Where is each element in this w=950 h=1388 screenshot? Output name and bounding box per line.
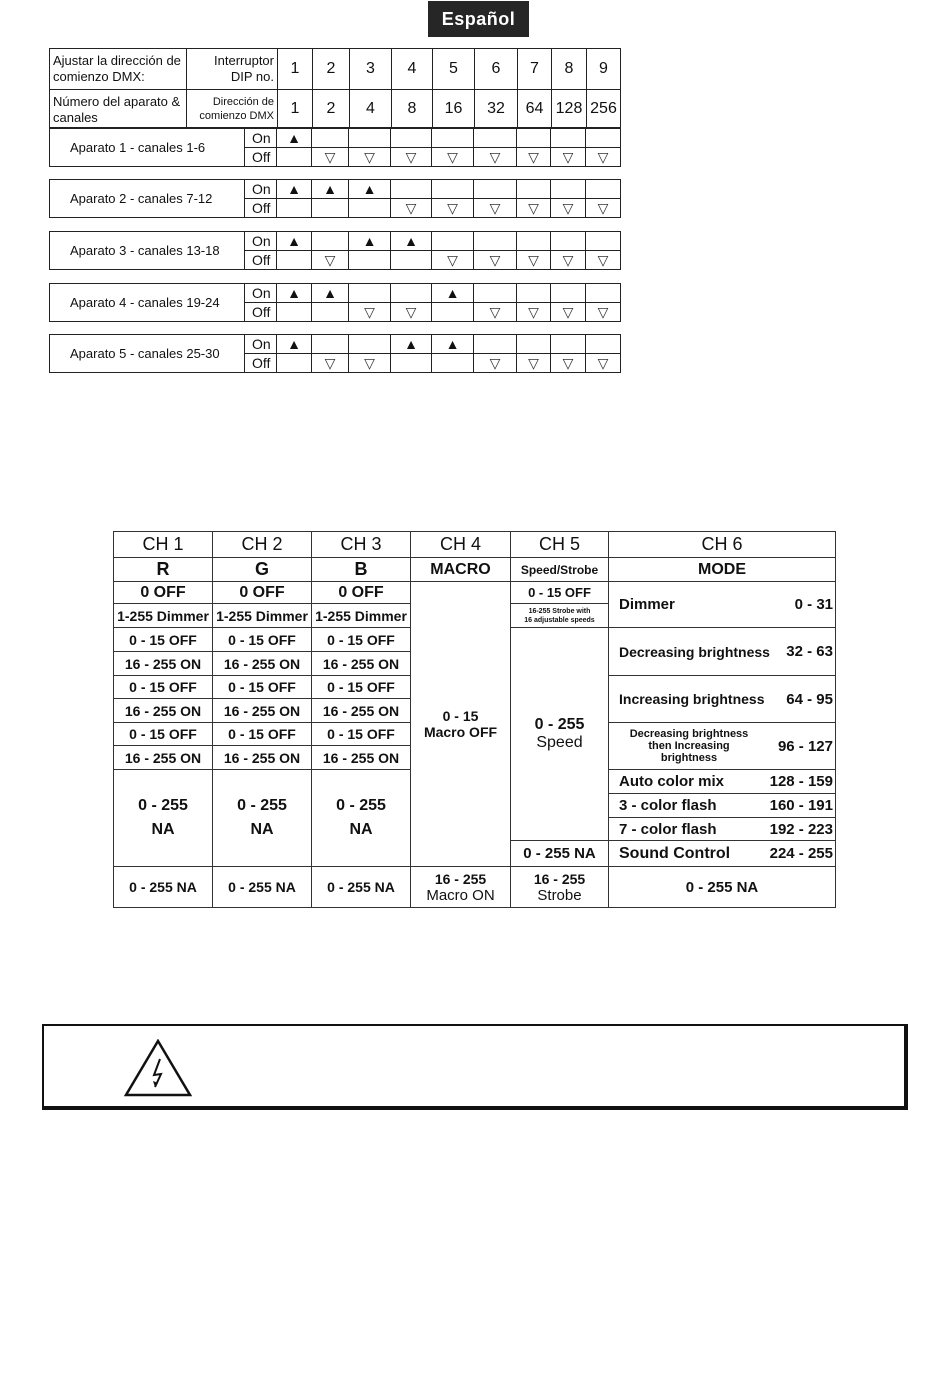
fixture-name: Aparato 5 - canales 25-30 [50,335,245,372]
switch-off-indicator: ▽ [432,148,474,166]
mode-row [609,643,835,660]
dmx-address-value: 32 [475,89,518,127]
dip-switch-header [49,48,621,128]
switch-empty-cell [277,303,312,321]
value-cell: 16 - 255 ON [213,746,312,770]
mode-row [609,596,835,613]
switch-empty-cell [474,180,517,198]
value-cell: 1-255 Dimmer [114,604,213,628]
switch-off-indicator: ▽ [312,251,349,269]
na-cell [114,770,213,867]
language-badge: Español [428,1,529,37]
channel-header: CH 4 [411,532,511,558]
value-cell: 16 - 255 ON [114,699,213,723]
channel-subheader: MACRO [411,558,511,582]
channel-header: CH 6 [609,532,836,558]
fixture-group [49,231,621,270]
switch-empty-cell [551,284,586,302]
mode-label: 7 - color flash [619,820,717,838]
switch-off-indicator: ▽ [312,354,349,372]
switch-off-indicator: ▽ [597,251,609,268]
switch-off-indicator: ▽ [517,303,551,321]
switch-state-label: On [245,284,277,302]
dip-number: 2 [313,48,350,89]
switch-off-indicator: ▽ [391,199,432,217]
switch-on-indicator: ▲ [277,284,312,302]
value-cell: 0 - 15 OFF [114,723,213,746]
switch-off-indicator: ▽ [597,199,609,216]
switch-on-row [245,232,620,250]
strobe-label: Strobe [537,886,582,904]
mode-cell [609,794,836,818]
switch-empty-cell [312,232,349,250]
switch-empty-cell [277,354,312,372]
value-cell: 0 - 15 OFF [312,723,411,746]
channel-header: CH 2 [213,532,312,558]
switch-empty-cell [391,354,432,372]
switch-empty-cell [349,284,391,302]
address-row-sublabel: Dirección de comienzo DMX [187,89,278,127]
switch-on-indicator: ▲ [391,335,432,353]
value-cell: 16 - 255 ON [114,652,213,676]
mode-label: Dimmer [619,596,675,613]
speed-cell [511,628,609,841]
fixture-group [49,334,621,373]
switch-on-row [245,335,620,353]
dmx-address-value: 4 [350,89,392,127]
na-cell [213,770,312,867]
mode-range: 96 - 127 [777,737,833,755]
value-cell: 16 - 255 ON [312,699,411,723]
na-small-cell: 0 - 255 NA [114,867,213,908]
switch-off-indicator: ▽ [517,251,551,269]
channel-table [113,531,836,908]
value-cell: 16 - 255 ON [213,652,312,676]
value-cell: 0 - 15 OFF [312,676,411,699]
switch-empty-cell [312,129,349,147]
switch-off-indicator: ▽ [474,303,517,321]
na-range: 0 - 255 [336,797,386,814]
channel-header: CH 5 [511,532,609,558]
switch-off-indicator: ▽ [474,251,517,269]
mode-row [609,845,835,863]
switch-empty-cell [586,335,620,353]
switch-empty-cell [432,129,474,147]
dip-number: 7 [518,48,552,89]
switch-on-row [245,180,620,198]
switch-off-indicator: ▽ [551,354,586,372]
switch-off-indicator: ▽ [432,199,474,217]
switch-state-label: Off [245,199,277,217]
switch-state-label: On [245,129,277,147]
dmx-address-value: 64 [518,89,552,127]
macro-off-label: Macro OFF [423,724,498,740]
channel-subheader: Speed/Strobe [511,558,609,582]
macro-on-range: 16 - 255 [434,870,487,887]
mode-row [609,797,835,814]
switch-empty-cell [586,284,620,302]
strobe-speeds-line: 16 adjustable speeds [524,616,595,624]
switch-empty-cell [277,199,312,217]
switch-on-indicator: ▲ [349,232,391,250]
na-label: NA [250,821,274,838]
mode-range: 192 - 223 [769,820,833,838]
na-range: 0 - 255 [138,797,188,814]
dmx-address-value: 16 [433,89,475,127]
switch-off-indicator: ▽ [349,303,391,321]
macro-on-label: Macro ON [426,886,495,904]
fixture-switches [245,129,620,166]
switch-off-indicator: ▽ [312,148,349,166]
mode-cell [609,818,836,841]
switch-off-indicator: ▽ [349,354,391,372]
speed-range: 0 - 255 [534,716,585,733]
mode-label: Sound Control [619,844,731,862]
na-range: 0 - 255 [237,797,287,814]
switch-empty-cell [517,180,551,198]
mode-cell [609,628,836,676]
switch-empty-cell [551,335,586,353]
mode-row [609,773,835,790]
strobe-speeds-line: 16-255 Strobe with [528,607,591,615]
switch-empty-cell [474,232,517,250]
switch-on-indicator: ▲ [277,180,312,198]
value-cell: 0 OFF [213,582,312,604]
switch-off-row [245,250,620,269]
dip-number: 4 [392,48,433,89]
switch-off-indicator: ▽ [551,251,586,269]
mode-cell [609,676,836,723]
switch-empty-cell [551,129,586,147]
switch-state-label: On [245,335,277,353]
value-cell: 16 - 255 ON [114,746,213,770]
value-cell: 0 OFF [114,582,213,604]
na-small-cell: 0 - 255 NA [312,867,411,908]
switch-off-indicator: ▽ [349,148,391,166]
value-cell: 0 OFF [312,582,411,604]
channel-subheader: R [114,558,213,582]
switch-empty-cell [517,232,551,250]
fixture-switches [245,180,620,217]
switch-off-indicator: ▽ [597,148,609,165]
strobe-cell [511,867,609,908]
dip-number: 3 [350,48,392,89]
switch-empty-cell [432,180,474,198]
mode-range: 128 - 159 [769,773,833,790]
switch-empty-cell [517,284,551,302]
mode-cell [609,770,836,794]
dip-row-label: Ajustar la dirección de comienzo DMX: [50,48,187,89]
high-voltage-warning-icon [124,1039,192,1097]
switch-off-indicator: ▽ [474,148,517,166]
dip-number: 9 [587,48,621,89]
switch-empty-cell [391,284,432,302]
mode-cell [609,723,836,770]
value-cell: 1-255 Dimmer [312,604,411,628]
dmx-address-value: 2 [313,89,350,127]
switch-state-label: On [245,232,277,250]
dip-number: 5 [433,48,475,89]
fixture-switches [245,335,620,372]
fixture-switches [245,284,620,321]
mode-cell [609,841,836,867]
switch-on-indicator: ▲ [432,284,474,302]
switch-on-indicator: ▲ [432,335,474,353]
mode-label: Increasing brightness [619,691,765,707]
switch-empty-cell [586,232,620,250]
na-cell [312,770,411,867]
fixture-group [49,179,621,218]
switch-on-row [245,284,620,302]
mode-cell [609,582,836,628]
switch-off-row [245,302,620,321]
mode-label: Decreasing brightness then Increasing brightness [629,728,749,764]
switch-state-label: Off [245,251,277,269]
fixture-name: Aparato 4 - canales 19-24 [50,284,245,321]
switch-off-indicator: ▽ [597,303,609,320]
switch-off-indicator: ▽ [517,354,551,372]
switch-off-indicator: ▽ [551,199,586,217]
switch-empty-cell [349,199,391,217]
channel-subheader: B [312,558,411,582]
switch-empty-cell [474,284,517,302]
switch-empty-cell [312,303,349,321]
value-cell: 0 - 15 OFF [114,676,213,699]
address-row-label: Número del aparato & canales [50,89,187,127]
dmx-address-value: 8 [392,89,433,127]
switch-off-indicator: ▽ [597,354,609,371]
value-cell: 1-255 Dimmer [213,604,312,628]
mode-range: 64 - 95 [786,690,833,708]
speed-label: Speed [536,734,583,751]
warning-box [42,1024,908,1110]
fixture-group [49,128,621,167]
dip-number: 1 [278,48,313,89]
macro-off-cell [411,582,511,867]
switch-state-label: Off [245,354,277,372]
mode-label: Auto color mix [619,773,725,790]
switch-empty-cell [391,251,432,269]
dip-number: 6 [475,48,518,89]
switch-off-indicator: ▽ [391,148,432,166]
mode-range: 0 - 31 [794,596,833,613]
switch-on-row [245,129,620,147]
switch-empty-cell [312,335,349,353]
switch-empty-cell [432,232,474,250]
ch5-off-cell: 0 - 15 OFF [511,582,609,604]
dip-header-row [49,48,621,89]
fixture-group [49,283,621,322]
channel-subheader-row [114,558,836,582]
na-label: NA [151,821,175,838]
switch-off-indicator: ▽ [517,148,551,166]
fixture-name: Aparato 3 - canales 13-18 [50,232,245,269]
switch-empty-cell [551,232,586,250]
switch-off-indicator: ▽ [474,199,517,217]
value-cell: 0 - 15 OFF [213,676,312,699]
switch-off-indicator: ▽ [391,303,432,321]
switch-empty-cell [349,129,391,147]
switch-empty-cell [349,335,391,353]
macro-on-cell [411,867,511,908]
switch-on-indicator: ▲ [277,232,312,250]
switch-off-indicator: ▽ [474,354,517,372]
dmx-address-value: 1 [278,89,313,127]
na-label: NA [349,821,373,838]
switch-on-indicator: ▲ [312,284,349,302]
value-cell: 16 - 255 ON [312,652,411,676]
switch-off-row [245,353,620,372]
switch-state-label: Off [245,303,277,321]
switch-off-row [245,147,620,166]
switch-on-indicator: ▲ [391,232,432,250]
ch5-na-cell: 0 - 255 NA [511,841,609,867]
switch-on-indicator: ▲ [312,180,349,198]
switch-off-indicator: ▽ [432,251,474,269]
dmx-address-row [49,89,621,128]
fixture-name: Aparato 1 - canales 1-6 [50,129,245,166]
mode-range: 32 - 63 [786,643,833,660]
switch-empty-cell [517,129,551,147]
switch-empty-cell [277,148,312,166]
mode-label: Decreasing brightness [619,643,770,660]
value-cell: 0 - 15 OFF [213,628,312,652]
switch-empty-cell [551,180,586,198]
channel-header: CH 3 [312,532,411,558]
dmx-address-value: 128 [552,89,587,127]
dip-number: 8 [552,48,587,89]
switch-empty-cell [432,303,474,321]
switch-empty-cell [277,251,312,269]
switch-empty-cell [391,180,432,198]
fixture-switches [245,232,620,269]
value-cell: 0 - 15 OFF [213,723,312,746]
mode-range: 160 - 191 [769,797,833,814]
fixture-name: Aparato 2 - canales 7-12 [50,180,245,217]
ch6-na-cell: 0 - 255 NA [609,867,836,908]
mode-label: 3 - color flash [619,797,717,814]
switch-off-indicator: ▽ [551,148,586,166]
value-cell: 16 - 255 ON [213,699,312,723]
na-small-cell: 0 - 255 NA [213,867,312,908]
value-cell: 16 - 255 ON [312,746,411,770]
channel-header-row [114,532,836,558]
mode-row [609,728,835,764]
switch-off-indicator: ▽ [517,199,551,217]
strobe-range: 16 - 255 [533,870,586,887]
switch-off-row [245,198,620,217]
mode-row [609,821,835,838]
switch-state-label: Off [245,148,277,166]
switch-on-indicator: ▲ [349,180,391,198]
value-cell: 0 - 15 OFF [312,628,411,652]
channel-subheader: G [213,558,312,582]
switch-empty-cell [517,335,551,353]
dip-row-sublabel: Interruptor DIP no. [187,48,278,89]
switch-on-indicator: ▲ [277,335,312,353]
switch-off-indicator: ▽ [551,303,586,321]
switch-empty-cell [391,129,432,147]
mode-range: 224 - 255 [769,845,833,862]
switch-empty-cell [586,180,620,198]
switch-empty-cell [586,129,620,147]
mode-row [609,691,835,708]
switch-empty-cell [312,199,349,217]
switch-state-label: On [245,180,277,198]
channel-header: CH 1 [114,532,213,558]
switch-empty-cell [432,354,474,372]
value-cell: 0 - 15 OFF [114,628,213,652]
dmx-address-value: 256 [587,89,621,127]
switch-on-indicator: ▲ [277,129,312,147]
switch-empty-cell [474,129,517,147]
macro-off-range: 0 - 15 [442,708,479,724]
strobe-speeds-cell [511,604,609,628]
channel-subheader: MODE [609,558,836,582]
switch-empty-cell [349,251,391,269]
switch-empty-cell [474,335,517,353]
